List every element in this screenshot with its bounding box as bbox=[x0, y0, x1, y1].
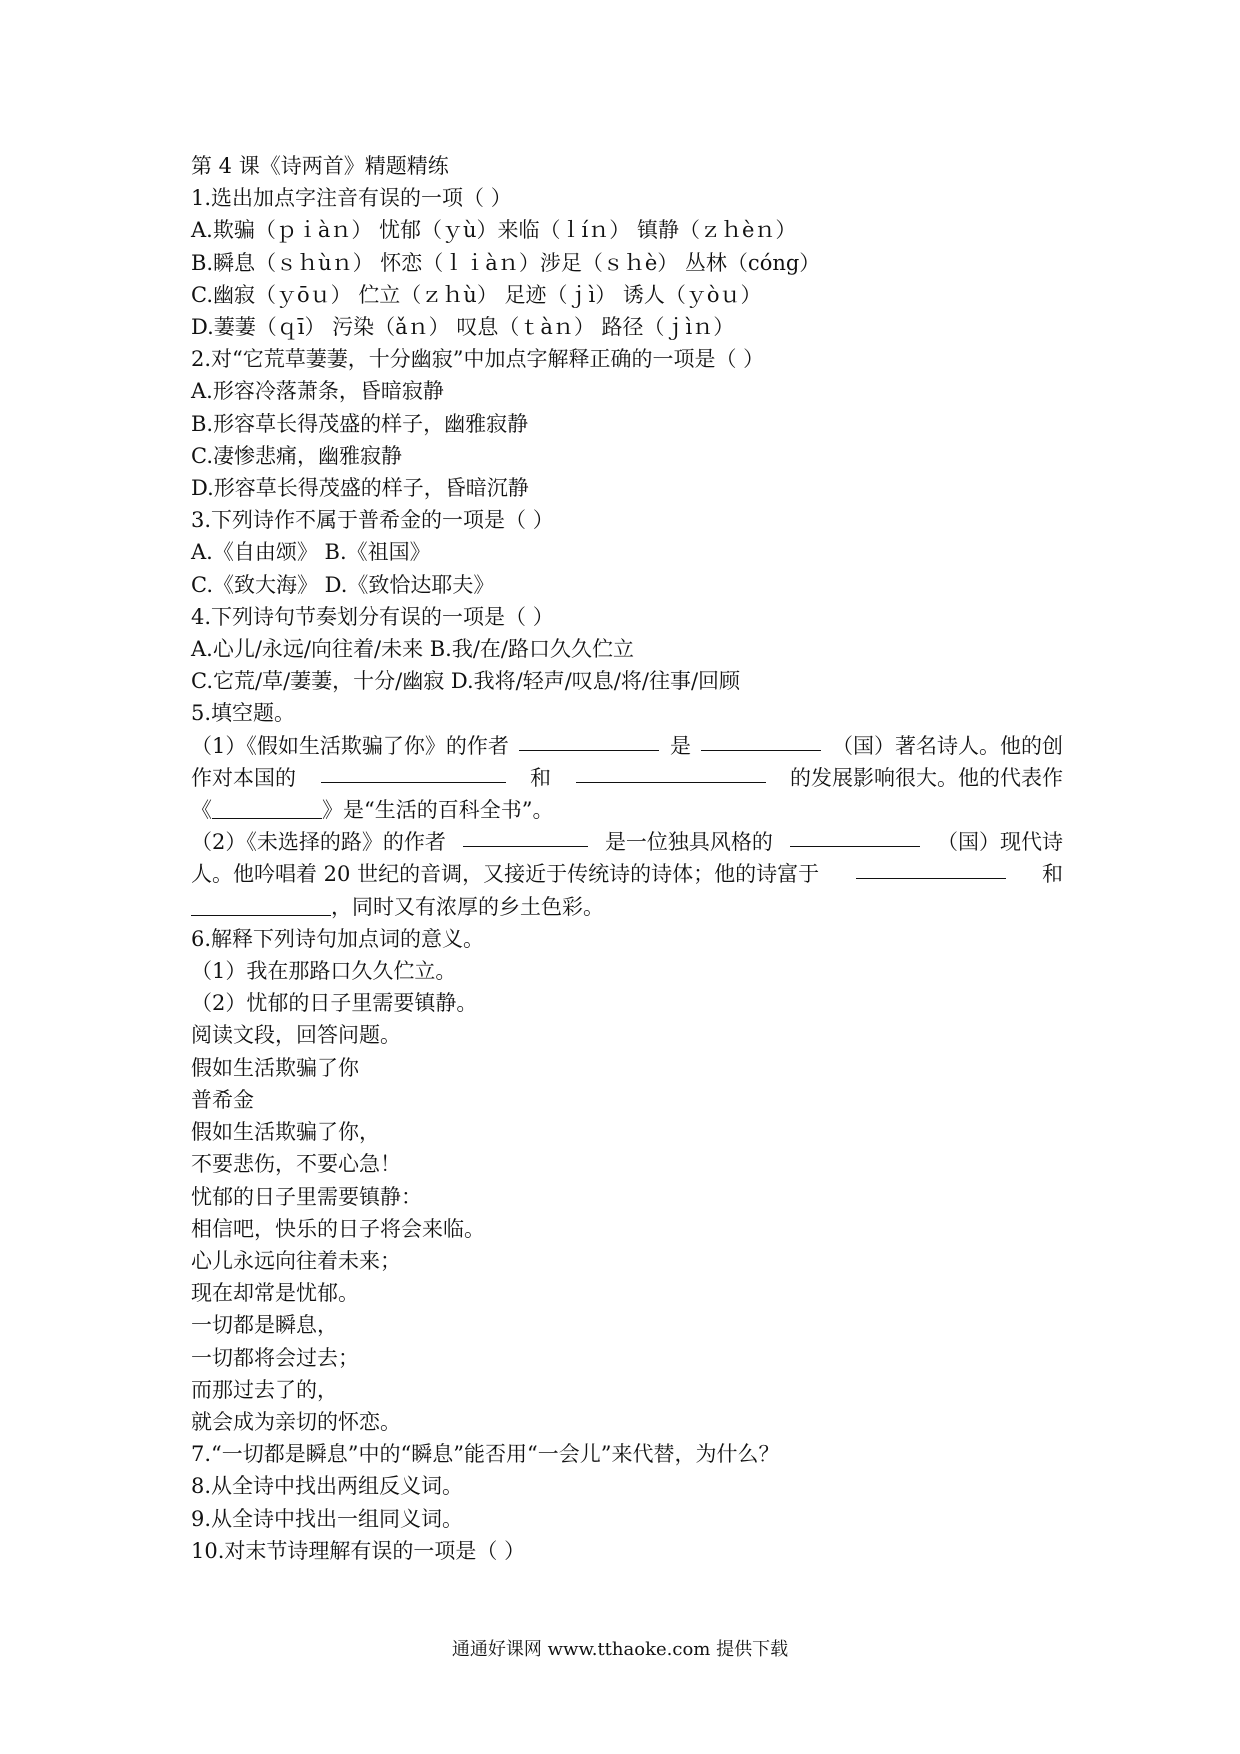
question-6-sentence-2: （2）忧郁的日子里需要镇静。 bbox=[191, 991, 478, 1016]
answer-blank[interactable] bbox=[701, 730, 821, 751]
question-3-options-cd: C.《致大海》 D.《致恰达耶夫》 bbox=[191, 572, 495, 597]
poem-line: 相信吧，快乐的日子将会来临。 bbox=[191, 1216, 485, 1241]
q5-p2-text-b: 是一位独具风格的 bbox=[604, 830, 773, 855]
question-6-sentence-1: （1）我在那路口久久伫立。 bbox=[191, 959, 457, 984]
question-4-stem: 4.下列诗句节奏划分有误的一项是（ ） bbox=[191, 604, 554, 629]
question-5-part-1-line-2 bbox=[191, 762, 1063, 794]
answer-blank[interactable] bbox=[321, 762, 506, 783]
question-2-stem: 2.对“它荒草萋萋，十分幽寂”中加点字解释正确的一项是（ ） bbox=[191, 347, 765, 372]
q5-p1-text-f: 的发展影响很大。他的代表作 bbox=[790, 765, 1063, 790]
poem-line: 现在却常是忧郁。 bbox=[191, 1281, 359, 1306]
answer-blank[interactable] bbox=[790, 826, 920, 847]
question-1-option-d: D.萋萋（ｑī） 污染（ǎｎ） 叹息（ｔàｎ） 路径（ｊìｎ） bbox=[191, 315, 735, 340]
question-8: 8.从全诗中找出两组反义词。 bbox=[191, 1474, 464, 1499]
question-4-options-ab: A.心儿/永远/向往着/未来 B.我/在/路口久久伫立 bbox=[191, 637, 634, 662]
q5-p2-text-e: 和 bbox=[1041, 862, 1063, 887]
q5-p1-text-b: 是 bbox=[669, 733, 691, 758]
q5-p2-text-a: （2）《未选择的路》的作者 bbox=[191, 830, 446, 855]
question-6-stem: 6.解释下列诗句加点词的意义。 bbox=[191, 926, 485, 951]
question-3-options-ab: A.《自由颂》 B.《祖国》 bbox=[191, 540, 431, 565]
worksheet-content bbox=[191, 150, 1063, 1567]
q5-p1-text-d: 作对本国的 bbox=[191, 765, 296, 790]
question-5-part-1-line-1 bbox=[191, 730, 1063, 762]
poem-line: 一切都是瞬息， bbox=[191, 1313, 338, 1338]
page-title: 第 4 课《诗两首》精题精练 bbox=[191, 154, 449, 178]
question-5-stem: 5.填空题。 bbox=[191, 701, 296, 726]
question-2-option-c: C.凄惨悲痛，幽雅寂静 bbox=[191, 443, 402, 468]
page-footer: 通通好课网 www.tthaoke.com 提供下载 bbox=[451, 1639, 789, 1660]
q5-p1-text-a: （1）《假如生活欺骗了你》的作者 bbox=[191, 733, 509, 758]
reading-intro: 阅读文段，回答问题。 bbox=[191, 1023, 401, 1048]
question-5-part-2-line-1 bbox=[191, 826, 1063, 858]
answer-blank[interactable] bbox=[856, 858, 1006, 879]
poem-author: 普希金 bbox=[191, 1087, 254, 1112]
poem-line: 忧郁的日子里需要镇静： bbox=[191, 1184, 422, 1209]
q5-p2-text-d: 人。他吟唱着 20 世纪的音调，又接近于传统诗的诗体；他的诗富于 bbox=[191, 862, 820, 887]
question-9: 9.从全诗中找出一组同义词。 bbox=[191, 1506, 464, 1531]
question-5-part-2-line-3 bbox=[191, 891, 1063, 923]
poem-line: 心儿永远向往着未来； bbox=[191, 1248, 401, 1273]
poem-line: 一切都将会过去； bbox=[191, 1345, 359, 1370]
answer-blank[interactable] bbox=[519, 730, 659, 751]
poem-title: 假如生活欺骗了你 bbox=[191, 1055, 359, 1080]
answer-blank[interactable] bbox=[212, 798, 322, 819]
poem-line: 而那过去了的， bbox=[191, 1377, 338, 1402]
q5-p1-text-g: 《 bbox=[191, 798, 212, 823]
poem-line: 不要悲伤，不要心急！ bbox=[191, 1152, 401, 1177]
answer-blank[interactable] bbox=[576, 762, 766, 783]
question-4-options-cd: C.它荒/草/萋萋，十分/幽寂 D.我将/轻声/叹息/将/往事/回顾 bbox=[191, 669, 741, 694]
question-2-option-b: B.形容草长得茂盛的样子，幽雅寂静 bbox=[191, 411, 529, 436]
q5-p1-text-e: 和 bbox=[530, 765, 551, 790]
question-1-option-b: B.瞬息（ｓｈùｎ） 怀恋（ｌｉàｎ）涉足（ｓｈè） 丛林（cóng） bbox=[191, 250, 821, 275]
question-2-option-d: D.形容草长得茂盛的样子，昏暗沉静 bbox=[191, 476, 529, 501]
question-2-option-a: A.形容冷落萧条，昏暗寂静 bbox=[191, 379, 444, 404]
poem-line: 假如生活欺骗了你， bbox=[191, 1120, 380, 1145]
q5-p2-text-c: （国）现代诗 bbox=[937, 830, 1063, 855]
answer-blank[interactable] bbox=[463, 826, 588, 847]
question-7: 7.“一切都是瞬息”中的“瞬息”能否用“一会儿”来代替，为什么？ bbox=[191, 1442, 780, 1467]
answer-blank[interactable] bbox=[191, 895, 331, 916]
question-1-option-a: A.欺骗（ｐｉàｎ） 忧郁（ｙù）来临（ｌíｎ） 镇静（ｚｈèｎ） bbox=[191, 218, 797, 243]
question-3-stem: 3.下列诗作不属于普希金的一项是（ ） bbox=[191, 508, 554, 533]
question-5-part-2-line-2 bbox=[191, 858, 1063, 890]
question-10: 10.对末节诗理解有误的一项是（ ） bbox=[191, 1538, 526, 1563]
question-1-option-c: C.幽寂（ｙōｕ） 伫立（ｚｈù） 足迹（ｊì） 诱人（ｙòｕ） bbox=[191, 282, 762, 307]
q5-p1-text-h: 》是“生活的百科全书”。 bbox=[322, 798, 554, 823]
question-1-stem: 1.选出加点字注音有误的一项（ ） bbox=[191, 186, 512, 211]
question-5-part-1-line-3 bbox=[191, 794, 1063, 826]
q5-p2-text-f: ，同时又有浓厚的乡土色彩。 bbox=[331, 894, 604, 919]
q5-p1-text-c: （国）著名诗人。他的创 bbox=[832, 733, 1063, 758]
poem-line: 就会成为亲切的怀恋。 bbox=[191, 1409, 401, 1434]
